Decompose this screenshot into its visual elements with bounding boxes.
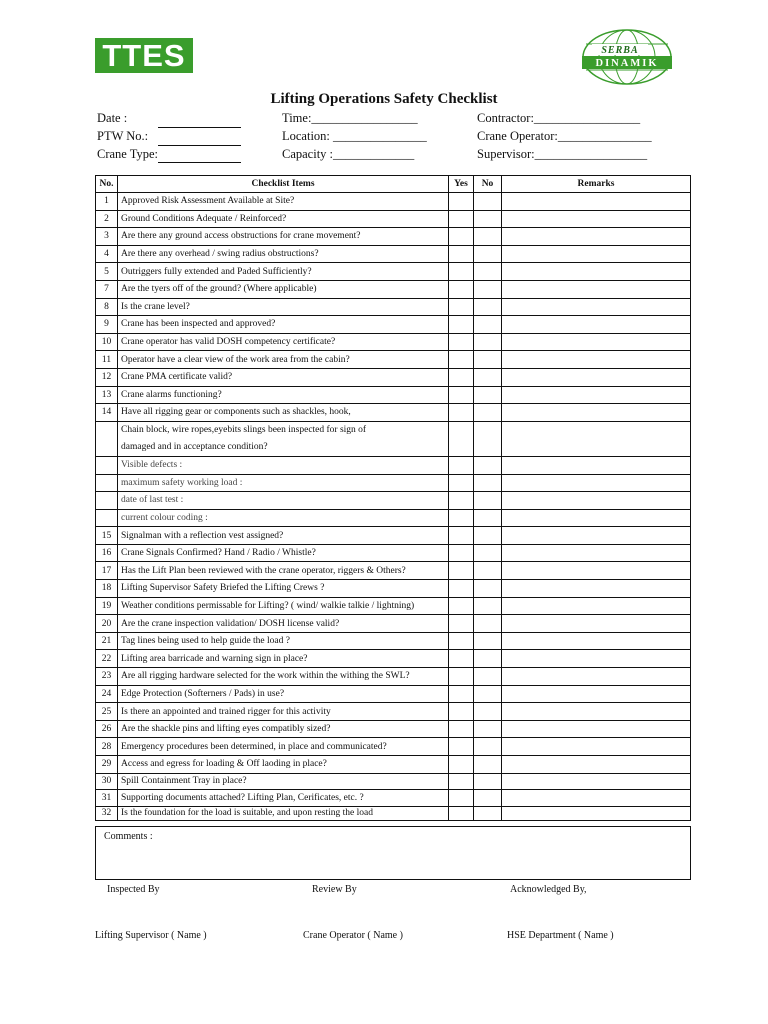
checklist-item-text: Lifting Supervisor Safety Briefed the Lifting Crews ? bbox=[118, 580, 449, 598]
time-field[interactable]: Time:_________________ bbox=[282, 111, 418, 125]
remarks-cell[interactable] bbox=[502, 632, 691, 650]
remarks-cell[interactable] bbox=[502, 703, 691, 721]
yes-cell[interactable] bbox=[449, 650, 474, 668]
yes-cell[interactable] bbox=[449, 756, 474, 774]
checklist-item-text: Have all rigging gear or components such as shackles, hook, bbox=[118, 404, 449, 422]
no-cell[interactable] bbox=[474, 245, 502, 263]
table-row bbox=[96, 368, 691, 386]
checklist-item-text: Chain block, wire ropes,eyebits slings been inspected for sign of bbox=[118, 421, 449, 439]
remarks-cell[interactable] bbox=[502, 720, 691, 738]
row-number: 5 bbox=[96, 263, 118, 281]
row-number: 28 bbox=[96, 738, 118, 756]
checklist-item-text: Lifting area barricade and warning sign in place? bbox=[118, 650, 449, 668]
comments-box[interactable] bbox=[95, 826, 691, 880]
no-cell[interactable] bbox=[474, 386, 502, 404]
remarks-cell[interactable] bbox=[502, 386, 691, 404]
no-cell[interactable] bbox=[474, 368, 502, 386]
yes-cell[interactable] bbox=[449, 685, 474, 703]
remarks-cell[interactable] bbox=[502, 685, 691, 703]
yes-cell[interactable] bbox=[449, 316, 474, 334]
crane-operator-field[interactable]: Crane Operator:_______________ bbox=[477, 129, 652, 143]
remarks-cell[interactable] bbox=[502, 439, 691, 457]
row-number bbox=[96, 492, 118, 510]
row-number: 21 bbox=[96, 632, 118, 650]
table-header-row bbox=[96, 176, 691, 193]
no-cell[interactable] bbox=[474, 228, 502, 246]
no-cell[interactable] bbox=[474, 544, 502, 562]
remarks-cell[interactable] bbox=[502, 298, 691, 316]
table-row bbox=[96, 738, 691, 756]
table-row bbox=[96, 421, 691, 439]
yes-cell[interactable] bbox=[449, 790, 474, 807]
table-row bbox=[96, 404, 691, 422]
remarks-cell[interactable] bbox=[502, 597, 691, 615]
no-cell[interactable] bbox=[474, 650, 502, 668]
supervisor-field[interactable]: Supervisor:__________________ bbox=[477, 147, 648, 161]
ptw-label: PTW No.: bbox=[97, 129, 149, 143]
row-number: 31 bbox=[96, 790, 118, 807]
remarks-cell[interactable] bbox=[502, 650, 691, 668]
remarks-cell[interactable] bbox=[502, 333, 691, 351]
page-title: Lifting Operations Safety Checklist bbox=[270, 91, 498, 107]
row-number: 30 bbox=[96, 773, 118, 790]
yes-cell[interactable] bbox=[449, 404, 474, 422]
table-row bbox=[96, 509, 691, 527]
checklist-item-text: date of last test : bbox=[118, 492, 449, 510]
row-number: 12 bbox=[96, 368, 118, 386]
no-cell[interactable] bbox=[474, 351, 502, 369]
table-row bbox=[96, 263, 691, 281]
table-row bbox=[96, 806, 691, 820]
remarks-cell[interactable] bbox=[502, 404, 691, 422]
date-field[interactable] bbox=[158, 127, 241, 128]
yes-cell[interactable] bbox=[449, 668, 474, 686]
comments-label: Comments : bbox=[104, 831, 153, 842]
checklist-item-text: Are the shackle pins and lifting eyes compatibly sized? bbox=[118, 720, 449, 738]
checklist-item-text: damaged and in acceptance condition? bbox=[118, 439, 449, 457]
yes-cell[interactable] bbox=[449, 368, 474, 386]
yes-cell[interactable] bbox=[449, 492, 474, 510]
row-number: 2 bbox=[96, 210, 118, 228]
remarks-cell[interactable] bbox=[502, 193, 691, 211]
contractor-field[interactable]: Contractor:_________________ bbox=[477, 111, 641, 125]
table-row bbox=[96, 773, 691, 790]
yes-cell[interactable] bbox=[449, 544, 474, 562]
yes-cell[interactable] bbox=[449, 474, 474, 492]
row-number: 18 bbox=[96, 580, 118, 598]
no-cell[interactable] bbox=[474, 790, 502, 807]
serba-dinamik-logo bbox=[578, 27, 676, 87]
checklist-item-text: Outriggers fully extended and Paded Sufficiently? bbox=[118, 263, 449, 281]
no-cell[interactable] bbox=[474, 773, 502, 790]
checklist-item-text: Weather conditions permissable for Lifting? ( wind/ walkie talkie / lightning) bbox=[118, 597, 449, 615]
table-row bbox=[96, 703, 691, 721]
yes-cell[interactable] bbox=[449, 245, 474, 263]
table-row bbox=[96, 492, 691, 510]
checklist-item-text: Signalman with a reflection vest assigned? bbox=[118, 527, 449, 545]
row-number bbox=[96, 509, 118, 527]
no-cell[interactable] bbox=[474, 685, 502, 703]
row-number: 9 bbox=[96, 316, 118, 334]
table-row bbox=[96, 790, 691, 807]
no-cell[interactable] bbox=[474, 632, 502, 650]
row-number: 22 bbox=[96, 650, 118, 668]
remarks-cell[interactable] bbox=[502, 509, 691, 527]
remarks-cell[interactable] bbox=[502, 351, 691, 369]
checklist-item-text: Are there any overhead / swing radius obstructions? bbox=[118, 245, 449, 263]
table-row bbox=[96, 544, 691, 562]
yes-cell[interactable] bbox=[449, 562, 474, 580]
remarks-cell[interactable] bbox=[502, 615, 691, 633]
checklist-item-text: Approved Risk Assessment Available at Site? bbox=[118, 193, 449, 211]
checklist-item-text: Crane has been inspected and approved? bbox=[118, 316, 449, 334]
remarks-cell[interactable] bbox=[502, 474, 691, 492]
remarks-cell[interactable] bbox=[502, 773, 691, 790]
checklist-item-text: Crane PMA certificate valid? bbox=[118, 368, 449, 386]
yes-cell[interactable] bbox=[449, 738, 474, 756]
checklist-item-text: Crane Signals Confirmed? Hand / Radio / Whistle? bbox=[118, 544, 449, 562]
table-row bbox=[96, 668, 691, 686]
no-cell[interactable] bbox=[474, 615, 502, 633]
no-cell[interactable] bbox=[474, 474, 502, 492]
no-cell[interactable] bbox=[474, 492, 502, 510]
yes-cell[interactable] bbox=[449, 193, 474, 211]
row-number bbox=[96, 421, 118, 439]
header-checklist-items: Checklist Items bbox=[118, 176, 449, 193]
row-number: 20 bbox=[96, 615, 118, 633]
table-row bbox=[96, 580, 691, 598]
yes-cell[interactable] bbox=[449, 527, 474, 545]
crane-type-field[interactable] bbox=[158, 162, 241, 163]
table-row bbox=[96, 720, 691, 738]
remarks-cell[interactable] bbox=[502, 210, 691, 228]
checklist-table bbox=[95, 175, 691, 821]
yes-cell[interactable] bbox=[449, 720, 474, 738]
row-number: 17 bbox=[96, 562, 118, 580]
no-cell[interactable] bbox=[474, 316, 502, 334]
checklist-item-text: Operator have a clear view of the work area from the cabin? bbox=[118, 351, 449, 369]
no-cell[interactable] bbox=[474, 193, 502, 211]
row-number bbox=[96, 474, 118, 492]
no-cell[interactable] bbox=[474, 421, 502, 439]
no-cell[interactable] bbox=[474, 298, 502, 316]
checklist-item-text: Has the Lift Plan been reviewed with the crane operator, riggers & Others? bbox=[118, 562, 449, 580]
yes-cell[interactable] bbox=[449, 210, 474, 228]
row-number: 24 bbox=[96, 685, 118, 703]
table-row bbox=[96, 280, 691, 298]
header-no: No. bbox=[96, 176, 118, 193]
yes-cell[interactable] bbox=[449, 333, 474, 351]
remarks-cell[interactable] bbox=[502, 263, 691, 281]
row-number: 25 bbox=[96, 703, 118, 721]
remarks-cell[interactable] bbox=[502, 228, 691, 246]
table-row bbox=[96, 245, 691, 263]
table-row bbox=[96, 351, 691, 369]
checklist-item-text: Spill Containment Tray in place? bbox=[118, 773, 449, 790]
remarks-cell[interactable] bbox=[502, 738, 691, 756]
checklist-item-text: Visible defects : bbox=[118, 456, 449, 474]
checklist-item-text: Edge Protection (Softerners / Pads) in use? bbox=[118, 685, 449, 703]
crane-operator-name-label: Crane Operator ( Name ) bbox=[303, 930, 403, 941]
hse-department-name-label: HSE Department ( Name ) bbox=[507, 930, 614, 941]
header-remarks: Remarks bbox=[502, 176, 691, 193]
table-row bbox=[96, 632, 691, 650]
checklist-item-text: Are the tyers off of the ground? (Where applicable) bbox=[118, 280, 449, 298]
no-cell[interactable] bbox=[474, 509, 502, 527]
remarks-cell[interactable] bbox=[502, 492, 691, 510]
no-cell[interactable] bbox=[474, 280, 502, 298]
no-cell[interactable] bbox=[474, 703, 502, 721]
row-number: 11 bbox=[96, 351, 118, 369]
table-row bbox=[96, 562, 691, 580]
remarks-cell[interactable] bbox=[502, 562, 691, 580]
no-cell[interactable] bbox=[474, 597, 502, 615]
table-row bbox=[96, 298, 691, 316]
acknowledged-by-label: Acknowledged By, bbox=[510, 884, 587, 895]
remarks-cell[interactable] bbox=[502, 245, 691, 263]
no-cell[interactable] bbox=[474, 580, 502, 598]
row-number: 26 bbox=[96, 720, 118, 738]
no-cell[interactable] bbox=[474, 806, 502, 820]
remarks-cell[interactable] bbox=[502, 580, 691, 598]
checklist-item-text: Crane operator has valid DOSH competency certificate? bbox=[118, 333, 449, 351]
row-number: 32 bbox=[96, 806, 118, 820]
header-yes: Yes bbox=[449, 176, 474, 193]
yes-cell[interactable] bbox=[449, 386, 474, 404]
no-cell[interactable] bbox=[474, 210, 502, 228]
row-number: 14 bbox=[96, 404, 118, 422]
checklist-item-text: Ground Conditions Adequate / Reinforced? bbox=[118, 210, 449, 228]
checklist-item-text: Access and egress for loading & Off laoding in place? bbox=[118, 756, 449, 774]
row-number: 13 bbox=[96, 386, 118, 404]
yes-cell[interactable] bbox=[449, 773, 474, 790]
yes-cell[interactable] bbox=[449, 351, 474, 369]
no-cell[interactable] bbox=[474, 404, 502, 422]
checklist-item-text: Is there an appointed and trained rigger for this activity bbox=[118, 703, 449, 721]
table-row bbox=[96, 597, 691, 615]
table-row bbox=[96, 228, 691, 246]
remarks-cell[interactable] bbox=[502, 456, 691, 474]
dinamik-text: DINAMIK bbox=[595, 58, 659, 69]
row-number bbox=[96, 439, 118, 457]
yes-cell[interactable] bbox=[449, 806, 474, 820]
remarks-cell[interactable] bbox=[502, 668, 691, 686]
yes-cell[interactable] bbox=[449, 263, 474, 281]
remarks-cell[interactable] bbox=[502, 280, 691, 298]
table-row bbox=[96, 456, 691, 474]
row-number: 29 bbox=[96, 756, 118, 774]
checklist-item-text: maximum safety working load : bbox=[118, 474, 449, 492]
no-cell[interactable] bbox=[474, 527, 502, 545]
yes-cell[interactable] bbox=[449, 597, 474, 615]
no-cell[interactable] bbox=[474, 456, 502, 474]
table-row bbox=[96, 210, 691, 228]
crane-type-label: Crane Type: bbox=[97, 147, 159, 161]
table-row bbox=[96, 527, 691, 545]
review-by-label: Review By bbox=[312, 884, 357, 895]
row-number: 23 bbox=[96, 668, 118, 686]
table-row bbox=[96, 685, 691, 703]
yes-cell[interactable] bbox=[449, 456, 474, 474]
yes-cell[interactable] bbox=[449, 439, 474, 457]
remarks-cell[interactable] bbox=[502, 544, 691, 562]
capacity-field[interactable]: Capacity :_____________ bbox=[282, 147, 415, 161]
serba-text: SERBA bbox=[601, 45, 639, 56]
table-row bbox=[96, 193, 691, 211]
checklist-item-text: Emergency procedures been determined, in place and communicated? bbox=[118, 738, 449, 756]
location-field[interactable]: Location: _______________ bbox=[282, 129, 427, 143]
ptw-field[interactable] bbox=[158, 145, 241, 146]
remarks-cell[interactable] bbox=[502, 756, 691, 774]
yes-cell[interactable] bbox=[449, 703, 474, 721]
table-row bbox=[96, 615, 691, 633]
table-row bbox=[96, 474, 691, 492]
no-cell[interactable] bbox=[474, 738, 502, 756]
yes-cell[interactable] bbox=[449, 632, 474, 650]
table-row bbox=[96, 756, 691, 774]
table-row bbox=[96, 386, 691, 404]
no-cell[interactable] bbox=[474, 439, 502, 457]
yes-cell[interactable] bbox=[449, 228, 474, 246]
no-cell[interactable] bbox=[474, 756, 502, 774]
row-number: 4 bbox=[96, 245, 118, 263]
checklist-item-text: Are there any ground access obstructions for crane movement? bbox=[118, 228, 449, 246]
yes-cell[interactable] bbox=[449, 421, 474, 439]
checklist-item-text: Are all rigging hardware selected for the work within the withing the SWL? bbox=[118, 668, 449, 686]
date-label: Date : bbox=[97, 111, 128, 125]
no-cell[interactable] bbox=[474, 562, 502, 580]
no-cell[interactable] bbox=[474, 720, 502, 738]
row-number: 7 bbox=[96, 280, 118, 298]
row-number: 15 bbox=[96, 527, 118, 545]
checklist-item-text: Is the foundation for the load is suitable, and upon resting the load bbox=[118, 806, 449, 820]
checklist-item-text: Supporting documents attached? Lifting Plan, Cerificates, etc. ? bbox=[118, 790, 449, 807]
ttes-logo: TTES bbox=[95, 38, 193, 73]
lifting-supervisor-name-label: Lifting Supervisor ( Name ) bbox=[95, 930, 207, 941]
checklist-item-text: Are the crane inspection validation/ DOSH license valid? bbox=[118, 615, 449, 633]
remarks-cell[interactable] bbox=[502, 527, 691, 545]
table-row bbox=[96, 333, 691, 351]
row-number: 10 bbox=[96, 333, 118, 351]
no-cell[interactable] bbox=[474, 263, 502, 281]
remarks-cell[interactable] bbox=[502, 368, 691, 386]
checklist-item-text: Is the crane level? bbox=[118, 298, 449, 316]
row-number: 16 bbox=[96, 544, 118, 562]
table-row bbox=[96, 316, 691, 334]
remarks-cell[interactable] bbox=[502, 806, 691, 820]
yes-cell[interactable] bbox=[449, 298, 474, 316]
remarks-cell[interactable] bbox=[502, 421, 691, 439]
yes-cell[interactable] bbox=[449, 580, 474, 598]
yes-cell[interactable] bbox=[449, 509, 474, 527]
remarks-cell[interactable] bbox=[502, 316, 691, 334]
row-number: 8 bbox=[96, 298, 118, 316]
row-number: 19 bbox=[96, 597, 118, 615]
row-number: 1 bbox=[96, 193, 118, 211]
checklist-item-text: Crane alarms functioning? bbox=[118, 386, 449, 404]
checklist-item-text: current colour coding : bbox=[118, 509, 449, 527]
inspected-by-label: Inspected By bbox=[107, 884, 160, 895]
yes-cell[interactable] bbox=[449, 280, 474, 298]
yes-cell[interactable] bbox=[449, 615, 474, 633]
table-row bbox=[96, 650, 691, 668]
no-cell[interactable] bbox=[474, 668, 502, 686]
row-number: 3 bbox=[96, 228, 118, 246]
row-number bbox=[96, 456, 118, 474]
header-no-col: No bbox=[474, 176, 502, 193]
remarks-cell[interactable] bbox=[502, 790, 691, 807]
checklist-item-text: Tag lines being used to help guide the load ? bbox=[118, 632, 449, 650]
no-cell[interactable] bbox=[474, 333, 502, 351]
table-row bbox=[96, 439, 691, 457]
